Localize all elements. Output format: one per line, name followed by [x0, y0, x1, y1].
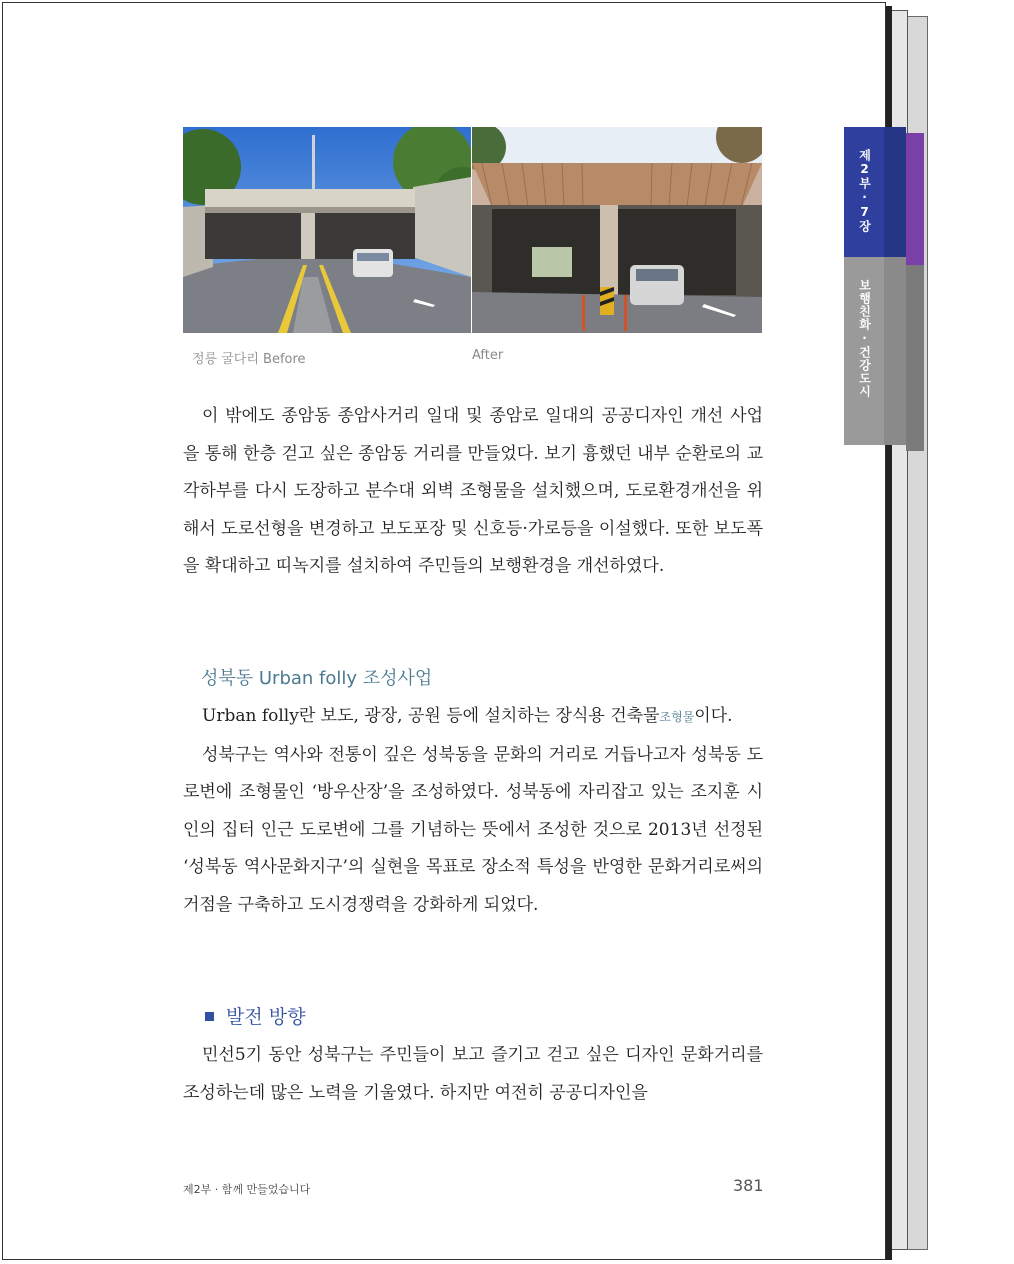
photo-caption-before: 정릉 굴다리 Before: [192, 352, 306, 367]
page-number: 381: [733, 1176, 764, 1195]
paragraph-text: 이 밖에도 종암동 종암사거리 일대 및 종암로 일대의 공공디자인 개선 사업을 통해 한층 걷고 싶은 종암동 거리를 만들었다. 보기 흉했던 내부 순환로의 교각하부를 다시 도장하고 분수대 외벽 조형물을 설치했으며, 도로환경개선을 위해서 도로선형을 변경하고 보도포장 및 신호등·가로등을 이설했다. 또한 보도폭을 확대하고 띠녹지를 설치하여 주민들의 보행환경을 개선하였다.: [183, 406, 763, 576]
section-heading-development: [205, 1002, 305, 1029]
paragraph-seongbuk: 성북구는 역사와 전통이 깊은 성북동을 문화의 거리로 거듭나고자 성북동 도로변에 조형물인 ‘방우산장’을 조성하였다. 성북동에 자리잡고 있는 조지훈 시인의 집터 인근 도로변에 그를 기념하는 뜻에서 조성한 것으로 2013년 선정된 ‘성북동 역사문화지구’의 실현을 목표로 장소적 특성을 반영한 문화거리로써의 거점을 구축하고 도시경쟁력을 강화하게 되었다.: [183, 744, 763, 915]
topic-tab-edge-dark: [906, 265, 924, 451]
chapter-tab-edge-purple: [906, 133, 924, 265]
section-heading-text: 발전 방향: [226, 1006, 306, 1028]
definition-end: 이다.: [694, 706, 733, 726]
paragraph-jongam: [183, 398, 763, 586]
photo-after-underpass: [472, 127, 762, 333]
paragraph-text: 민선5기 동안 성북구는 주민들이 보고 즐기고 걷고 싶은 디자인 문화거리를 조성하는데 많은 노력을 기울였다. 하지만 여전히 공공디자인을: [183, 1045, 763, 1103]
square-bullet-icon: [205, 1012, 214, 1021]
chapter-tab[interactable]: 제2부·7장: [844, 127, 884, 257]
paragraph-definition: [183, 698, 763, 737]
photo-before-underpass: [183, 127, 471, 333]
footer-part-title: 제2부 · 함께 만들었습니다: [183, 1183, 311, 1196]
paragraph-urban-folly: [183, 698, 763, 924]
photo-caption-after: After: [472, 348, 504, 363]
paragraph-direction: [183, 1037, 763, 1112]
topic-tab[interactable]: 보행친화·건강도시: [844, 257, 884, 445]
chapter-tab-edge: [884, 127, 906, 257]
subheading-urban-folly: 성북동 Urban folly 조성사업: [201, 668, 433, 689]
topic-tab-edge: [884, 257, 906, 445]
definition-note: 조형물: [659, 710, 695, 724]
definition-text: Urban folly란 보도, 광장, 공원 등에 설치하는 장식용 건축물: [202, 706, 660, 726]
